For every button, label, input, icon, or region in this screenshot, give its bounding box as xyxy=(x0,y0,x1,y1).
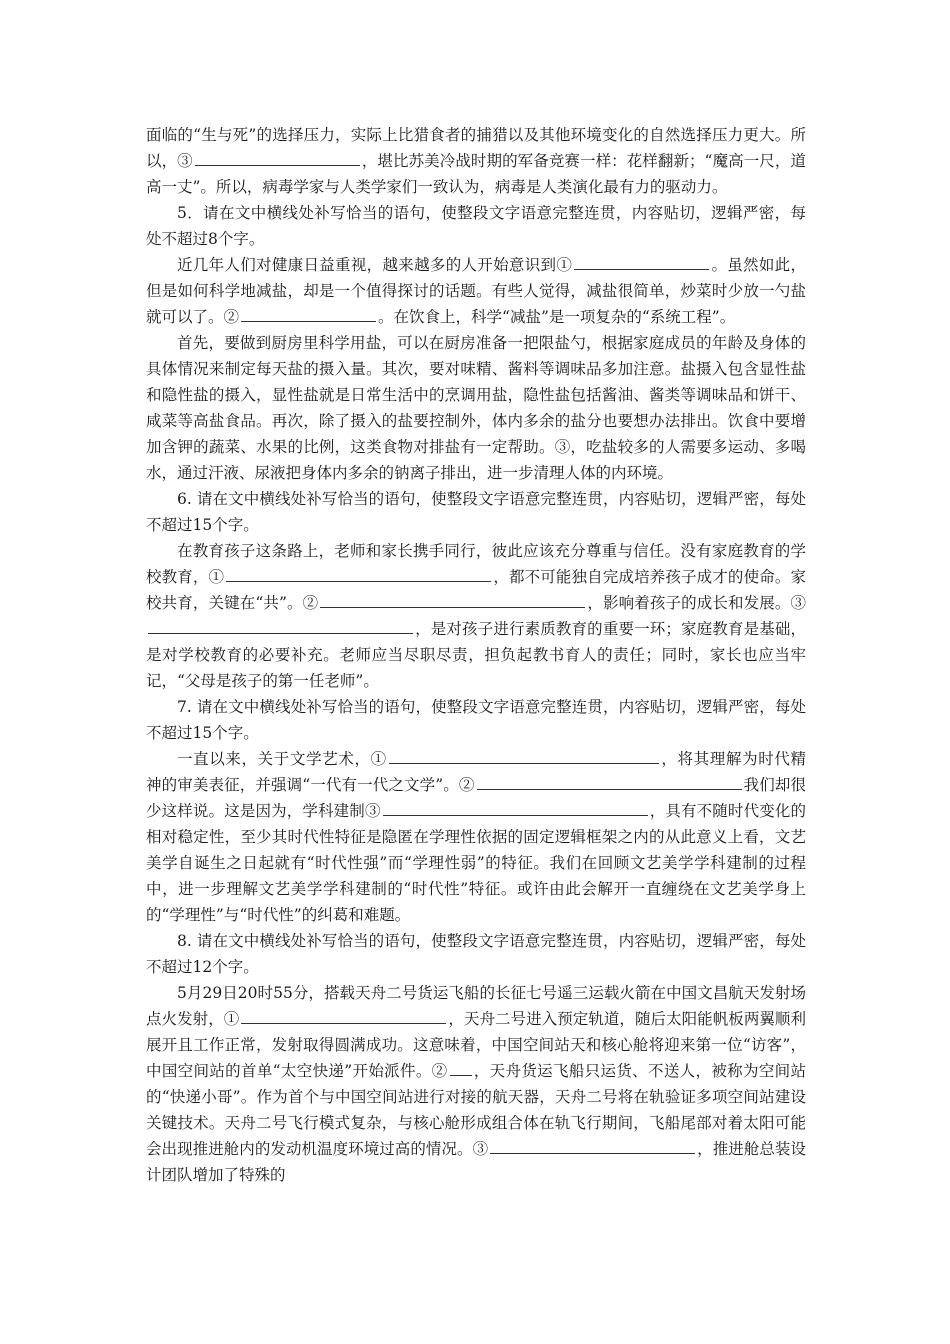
fill-blank-2[interactable] xyxy=(241,305,376,322)
text-run: 。虽然如此，但是如何科学地减盐，却是一个值得探讨的话题。有些人觉得，减盐很简单，炒菜时少放一勺盐就可以了。② xyxy=(146,256,806,326)
text-run: 一直以来，关于文学艺术，① xyxy=(177,750,387,768)
text-run: 近几年人们对健康日益重视，越来越多的人开始意识到① xyxy=(177,256,573,274)
fill-blank-2[interactable] xyxy=(320,591,585,608)
paragraph-virus xyxy=(146,122,806,200)
paragraph-literature xyxy=(146,746,806,928)
text-run: 在教育孩子这条路上，老师和家长携手同行，彼此应该充分尊重与信任。没有家庭教育的学校教育，① xyxy=(146,542,806,586)
question-6: 6. 请在文中横线处补写恰当的语句，使整段文字语意完整连贯，内容贴切，逻辑严密，每处不超过15个字。 xyxy=(146,490,806,534)
text-run: ，推进舱总装设计团队增加了特殊的 xyxy=(146,1140,806,1184)
fill-blank-2[interactable] xyxy=(450,1059,472,1076)
fill-blank-1[interactable] xyxy=(241,1007,446,1024)
fill-blank-3[interactable] xyxy=(148,617,413,634)
paragraph-education xyxy=(146,538,806,694)
text-run: ，堪比苏美冷战时期的军备竞赛一样：花样翻新；“魔高一尺，道高一丈”。所以，病毒学家与人类学家们一致认为，病毒是人类演化最有力的驱动力。 xyxy=(146,152,806,196)
question-5: 5．请在文中横线处补写恰当的语句，使整段文字语意完整连贯，内容贴切，逻辑严密，每处不超过8个字。 xyxy=(146,204,806,248)
fill-blank-1[interactable] xyxy=(574,253,709,270)
question-7: 7. 请在文中横线处补写恰当的语句，使整段文字语意完整连贯，内容贴切，逻辑严密，每处不超过15个字。 xyxy=(146,698,806,742)
text-run: ，影响着孩子的成长和发展。③ xyxy=(587,594,806,612)
text-run: ，都不可能独自完成培养孩子成才的使命。家校共育，关键在“共”。② xyxy=(146,568,806,612)
fill-blank-1[interactable] xyxy=(226,565,491,582)
fill-blank-2[interactable] xyxy=(477,773,742,790)
text-run: ，是对孩子进行素质教育的重要一环；家庭教育是基础，是对学校教育的必要补充。老师应当尽职尽责，担负起教书育人的责任；同时，家长也应当牢记，“父母是孩子的第一任老师”。 xyxy=(146,620,806,690)
document-body xyxy=(146,122,806,1188)
paragraph-salt-intro xyxy=(146,252,806,330)
paragraph-spaceflight xyxy=(146,980,806,1188)
text-run: 5月29日20时55分，搭载天舟二号货运飞船的长征七号遥三运载火箭在中国文昌航天发射场点火发射，① xyxy=(146,984,806,1028)
question-8: 8. 请在文中横线处补写恰当的语句，使整段文字语意完整连贯，内容贴切，逻辑严密，每处不超过12个字。 xyxy=(146,932,806,976)
text-run: ，天舟货运飞船只运货、不送人，被称为空间站的“快递小哥”。作为首个与中国空间站进行对接的航天器，天舟二号将在轨验证多项空间站建设关键技术。天舟二号飞行模式复杂，与核心舱形成组合体在轨飞行期间，飞船尾部对着太阳可能会出现推进舱内的发动机温度环境过高的情况。③ xyxy=(146,1062,806,1158)
fill-blank-3[interactable] xyxy=(383,799,648,816)
fill-blank-1[interactable] xyxy=(389,747,659,764)
text-run: 我们却很少这样说。这是因为，学科建制③ xyxy=(146,776,806,820)
text-run: ，具有不随时代变化的相对稳定性，至少其时代性特征是隐匿在学理性依据的固定逻辑框架之内的从此意义上看，文艺美学自诞生之日起就有“时代性强”而“学理性弱”的特征。我们在回顾文艺美学学科建制的过程中，进一步理解文艺美学学科建制的“时代性”特征。或许由此会解开一直缠绕在文艺美学身上的“学理性”与“时代性”的纠葛和难题。 xyxy=(146,802,806,924)
text-run: ，天舟二号进入预定轨道，随后太阳能帆板两翼顺利展开且工作正常，发射取得圆满成功。这意味着，中国空间站天和核心舱将迎来第一位“访客”，中国空间站的首单“太空快递”开始派件。② xyxy=(146,1010,806,1080)
text-run: 。在饮食上，科学“减盐”是一项复杂的“系统工程”。 xyxy=(378,308,736,326)
fill-blank-3[interactable] xyxy=(195,149,360,166)
text-run: ，将其理解为时代精神的审美表征，并强调“一代有一代之文学”。② xyxy=(146,750,806,794)
paragraph-salt-body: 首先，要做到厨房里科学用盐，可以在厨房准备一把限盐勺，根据家庭成员的年龄及身体的具体情况来制定每天盐的摄入量。其次，要对味精、酱料等调味品多加注意。盐摄入包含显性盐和隐性盐的摄入，显性盐就是日常生活中的烹调用盐，隐性盐包括酱油、酱类等调味品和饼干、咸菜等高盐食品。再次，除了摄入的盐要控制外，体内多余的盐分也要想办法排出。饮食中要增加含钾的蔬菜、水果的比例，这类食物对排盐有一定帮助。③，吃盐较多的人需要多运动、多喝水，通过汗液、尿液把身体内多余的钠离子排出，进一步清理人体的内环境。 xyxy=(146,334,806,482)
fill-blank-3[interactable] xyxy=(490,1137,695,1154)
text-run: 面临的“生与死”的选择压力，实际上比猎食者的捕猎以及其他环境变化的自然选择压力更大。所以，③ xyxy=(146,126,806,170)
